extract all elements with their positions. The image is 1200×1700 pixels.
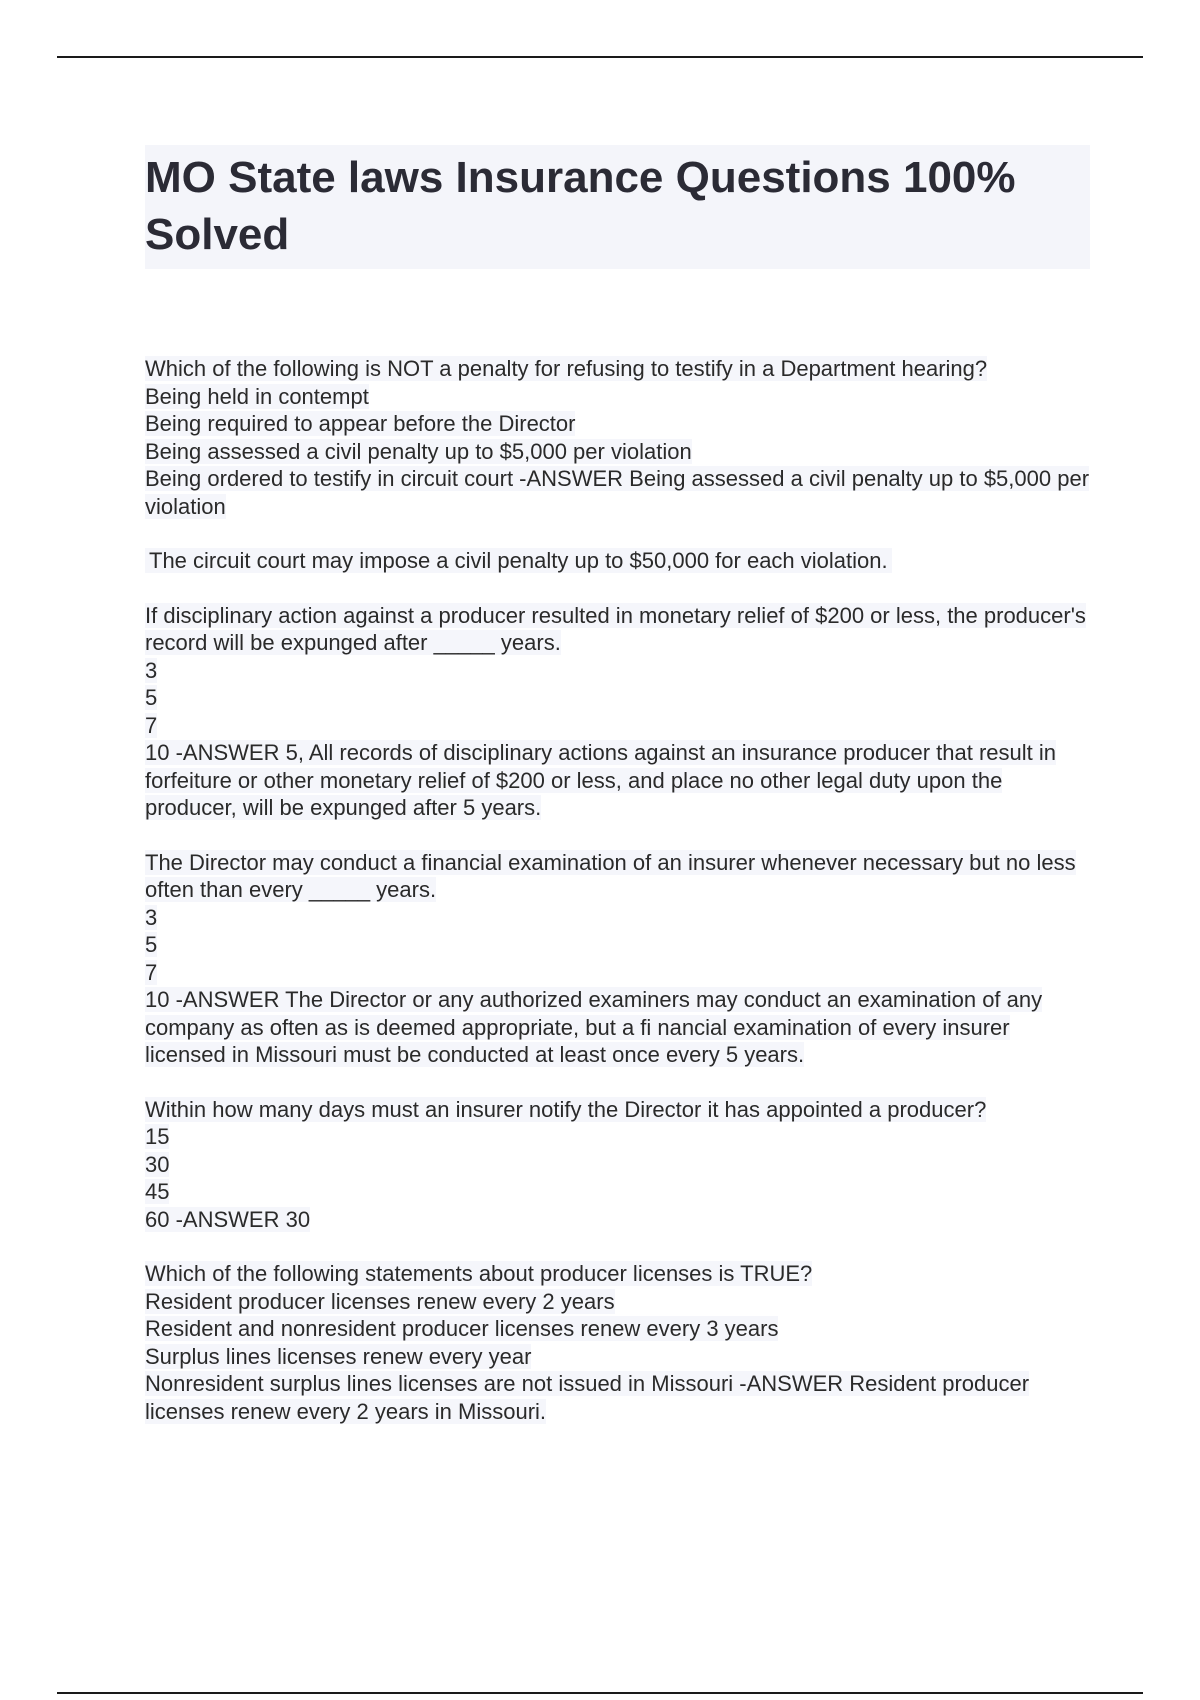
question-text: If disciplinary action against a producer resulted in monetary relief of $200 or less, the producer's record will be expunged after _____ years. (145, 602, 1086, 655)
option-line: 3 (145, 657, 158, 683)
option-line: Resident producer licenses renew every 2 years (145, 1288, 615, 1314)
option-line: 3 (145, 904, 158, 930)
answer-line: 10 -ANSWER 5, All records of disciplinary actions against an insurance producer that result in forfeiture or other monetary relief of $200 or less, and place no other legal duty upon the producer, will be expunged after 5 years. (145, 740, 1056, 820)
option-line: 15 (145, 1124, 170, 1149)
title-block (145, 145, 1090, 269)
option-line: Being held in contempt (145, 383, 369, 409)
answer-line: 60 -ANSWER 30 (145, 1206, 311, 1232)
question-block-2 (145, 602, 1090, 822)
bottom-rule (57, 1692, 1143, 1694)
question-text: Within how many days must an insurer notify the Director it has appointed a producer? (145, 1096, 987, 1122)
option-line: 5 (145, 685, 158, 710)
question-text: The Director may conduct a financial examination of an insurer whenever necessary but no less often than every _____ years. (145, 849, 1076, 902)
option-line: 7 (145, 712, 158, 738)
document-page (145, 145, 1090, 1452)
question-block-4 (145, 1096, 1090, 1234)
answer-note: The circuit court may impose a civil penalty up to $50,000 for each violation. (145, 547, 1090, 575)
option-line: Surplus lines licenses renew every year (145, 1343, 532, 1369)
question-block-3 (145, 849, 1090, 1069)
question-text: Which of the following is NOT a penalty for refusing to testify in a Department hearing? (145, 356, 988, 381)
option-line: 30 (145, 1151, 170, 1177)
option-line: Resident and nonresident producer licenses renew every 3 years (145, 1316, 779, 1341)
answer-line: Being ordered to testify in circuit court -ANSWER Being assessed a civil penalty up to $5,000 per violation (145, 466, 1090, 519)
document-title: MO State laws Insurance Questions 100% Solved (145, 153, 1016, 259)
option-line: Being assessed a civil penalty up to $5,000 per violation (145, 438, 692, 464)
answer-line: Nonresident surplus lines licenses are not issued in Missouri -ANSWER Resident producer licenses renew every 2 years in Missouri. (145, 1371, 1030, 1424)
question-text: Which of the following statements about producer licenses is TRUE? (145, 1261, 813, 1286)
question-block-1 (145, 355, 1090, 520)
option-line: Being required to appear before the Director (145, 411, 576, 436)
option-line: 45 (145, 1179, 170, 1204)
option-line: 5 (145, 932, 158, 957)
top-rule (57, 56, 1143, 58)
option-line: 7 (145, 959, 158, 985)
question-block-5 (145, 1260, 1090, 1425)
answer-line: 10 -ANSWER The Director or any authorized examiners may conduct an examination of any company as often as is deemed appropriate, but a fi nancial examination of every insurer licensed in Missouri must be conducted at least once every 5 years. (145, 987, 1043, 1067)
